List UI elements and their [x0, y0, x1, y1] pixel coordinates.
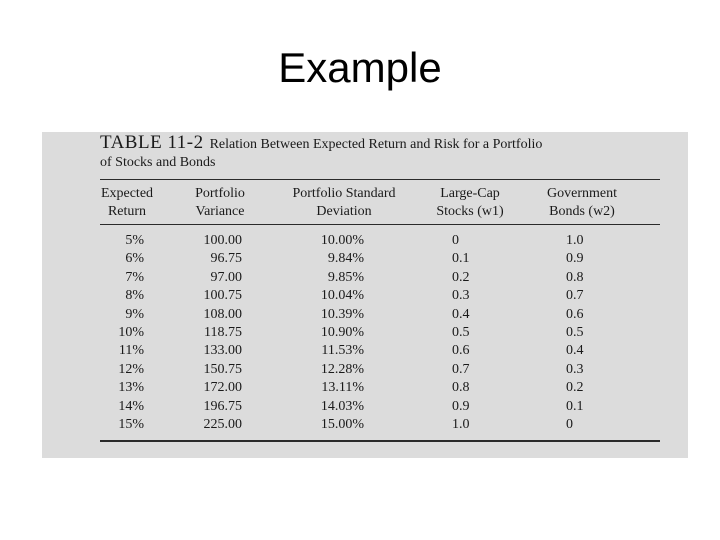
header-large-cap: Large-Cap Stocks (w1): [436, 186, 504, 219]
table-cell: 0.8: [452, 380, 470, 396]
table-cell: 10.39%: [320, 306, 364, 322]
table-cell: 150.75: [203, 361, 242, 377]
table-cell: 0.4: [452, 306, 470, 322]
table-cell: 0.8: [566, 269, 584, 285]
table-cell: 11%: [118, 343, 144, 359]
table-cell: 0.3: [566, 361, 584, 377]
table-cell: 196.75: [203, 398, 242, 414]
table-cell: 10%: [118, 325, 144, 341]
table-cell: 0.1: [452, 251, 470, 267]
table-cell: 9%: [125, 306, 144, 322]
table-cell: 12.28%: [320, 361, 364, 377]
table-cell: 11.53%: [321, 343, 364, 359]
table-caption-line1: Relation Between Expected Return and Risk for a Portfolio: [209, 137, 543, 152]
table-cell: 0.7: [452, 361, 470, 377]
table-cell: 10.90%: [320, 325, 364, 341]
table-cell: 0: [566, 417, 573, 433]
table-cell: 14.03%: [320, 398, 364, 414]
table-cell: 13%: [118, 380, 144, 396]
table-cell: 0.5: [566, 325, 584, 341]
table-cell: 96.75: [210, 251, 242, 267]
table-cell: 12%: [118, 361, 144, 377]
table-cell: 225.00: [203, 417, 242, 433]
table-header-rule: [100, 224, 660, 225]
table-cell: 100.75: [203, 288, 242, 304]
column-gov-bonds: [566, 232, 596, 434]
table-cell: 9.85%: [327, 269, 364, 285]
table-cell: 108.00: [203, 306, 242, 322]
table-bottom-rule: [100, 440, 660, 442]
table-cell: 8%: [125, 288, 144, 304]
table-cell: 10.00%: [320, 233, 364, 248]
column-large-cap: [452, 232, 478, 434]
header-gov-bonds: Government Bonds (w2): [547, 186, 617, 219]
table-cell: 0: [452, 233, 459, 248]
table-cell: 6%: [125, 251, 144, 267]
column-portfolio-variance: [192, 232, 242, 434]
table-cell: 0.7: [566, 288, 584, 304]
table-cell: 100.00: [203, 233, 242, 248]
slide-title: Example: [278, 44, 442, 91]
table-cell: 0.5: [452, 325, 470, 341]
table-caption-line2: of Stocks and Bonds: [100, 155, 216, 170]
table-cell: 0.6: [452, 343, 470, 359]
table-cell: 1.0: [452, 417, 470, 433]
table-cell: 1.0: [566, 233, 584, 248]
table-cell: 0.9: [566, 251, 584, 267]
table-cell: 15.00%: [320, 417, 364, 433]
column-expected-return: [100, 232, 144, 434]
table-cell: 0.1: [566, 398, 584, 414]
table-cell: 14%: [118, 398, 144, 414]
table-number: TABLE 11-2: [100, 132, 204, 153]
table-cell: 13.11%: [321, 380, 364, 396]
table-cell: 0.3: [452, 288, 470, 304]
table-cell: 0.2: [566, 380, 584, 396]
table-cell: 172.00: [203, 380, 242, 396]
table-image-panel: [42, 132, 688, 458]
table-caption: [100, 134, 660, 172]
table-top-rule: [100, 179, 660, 180]
column-portfolio-sd: [312, 232, 364, 434]
table-cell: 10.04%: [320, 288, 364, 304]
table-cell: 7%: [125, 269, 144, 285]
table-cell: 118.75: [204, 325, 242, 341]
table-cell: 9.84%: [327, 251, 364, 267]
table-cell: 0.4: [566, 343, 584, 359]
header-portfolio-variance: Portfolio Variance: [195, 186, 245, 219]
table-cell: 97.00: [210, 269, 242, 285]
header-portfolio-sd: Portfolio Standard Deviation: [292, 186, 396, 219]
table-cell: 133.00: [203, 343, 242, 359]
table-cell: 0.6: [566, 306, 584, 322]
table-cell: 0.9: [452, 398, 470, 414]
table-cell: 0.2: [452, 269, 470, 285]
table-cell: 5%: [125, 233, 144, 248]
table-cell: 15%: [118, 417, 144, 433]
header-expected-return: Expected Return: [100, 186, 154, 219]
